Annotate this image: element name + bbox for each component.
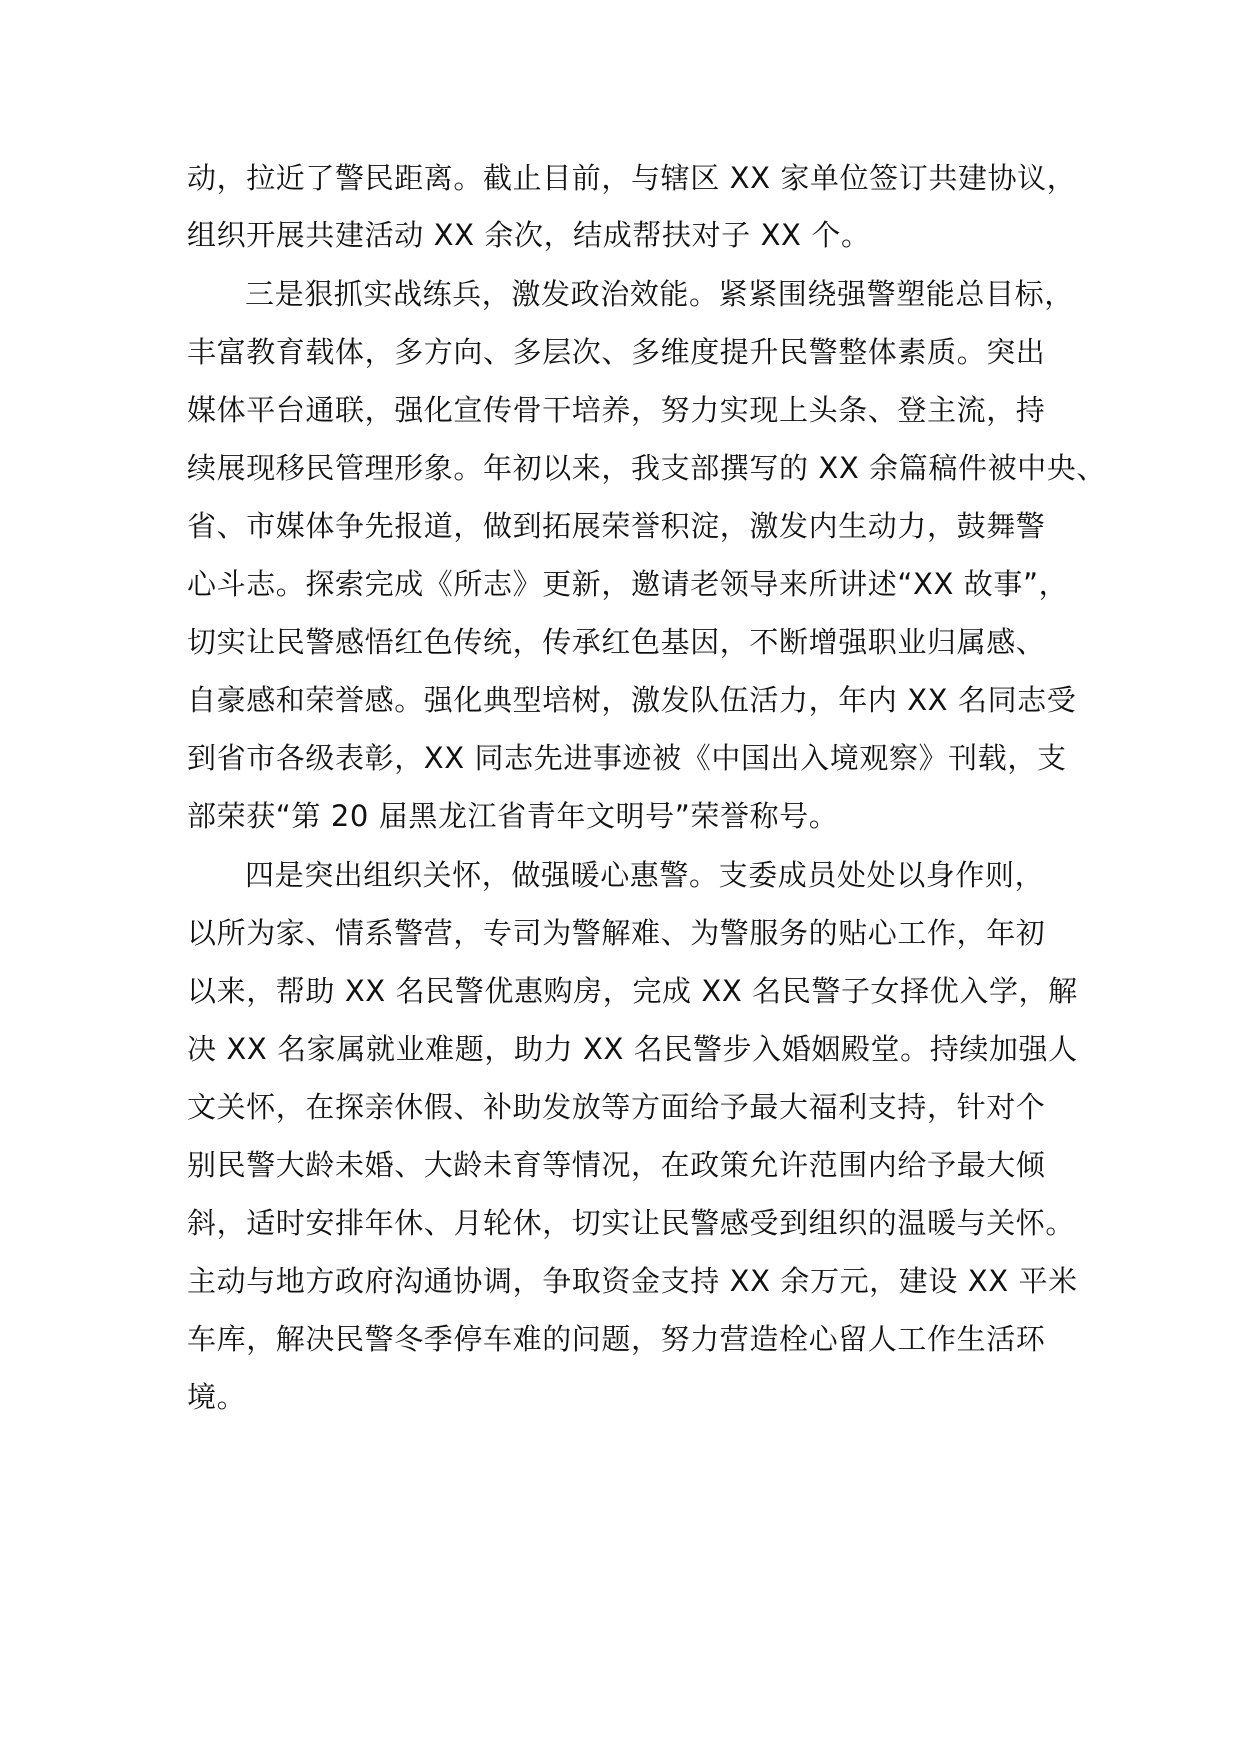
text-line: 斜，适时安排年休、月轮休，切实让民警感受到组织的温暖与关怀。 [187, 1206, 1076, 1240]
text-line: 自豪感和荣誉感。强化典型培树，激发队伍活力，年内 XX 名同志受 [187, 683, 1077, 717]
text-line: 以来，帮助 XX 名民警优惠购房，完成 XX 名民警子女择优入学，解 [187, 974, 1078, 1008]
text-line: 切实让民警感悟红色传统，传承红色基因，不断增强职业归属感、 [187, 625, 1046, 659]
text-line: 丰富教育载体，多方向、多层次、多维度提升民警整体素质。突出 [187, 335, 1046, 369]
text-line: 心斗志。探索完成《所志》更新，邀请老领导来所讲述“XX 故事”， [187, 567, 1069, 601]
text-line: 动，拉近了警民距离。截止目前，与辖区 XX 家单位签订共建协议， [187, 161, 1077, 195]
paragraph-start-line: 四是突出组织关怀，做强暖心惠警。支委成员处处以身作则， [245, 858, 1045, 892]
text-line: 续展现移民管理形象。年初以来，我支部撰写的 XX 余篇稿件被中央、 [187, 451, 1106, 485]
text-line: 部荣获“第 20 届黑龙江省青年文明号”荣誉称号。 [187, 799, 839, 833]
text-line: 到省市各级表彰，XX 同志先进事迹被《中国出入境观察》刊载，支 [187, 741, 1067, 775]
text-line: 车库，解决民警冬季停车难的问题，努力营造栓心留人工作生活环 [187, 1322, 1046, 1356]
text-line: 主动与地方政府沟通协调，争取资金支持 XX 余万元，建设 XX 平米 [187, 1264, 1078, 1298]
text-line: 媒体平台通联，强化宣传骨干培养，努力实现上头条、登主流，持 [187, 393, 1046, 427]
text-line: 省、市媒体争先报道，做到拓展荣誉积淀，激发内生动力，鼓舞警 [187, 509, 1046, 543]
text-line: 以所为家、情系警营，专司为警解难、为警服务的贴心工作，年初 [187, 916, 1046, 950]
paragraph-start-line: 三是狠抓实战练兵，激发政治效能。紧紧围绕强警塑能总目标， [245, 277, 1074, 311]
text-line: 组织开展共建活动 XX 余次，结成帮扶对子 XX 个。 [187, 218, 871, 252]
text-line: 别民警大龄未婚、大龄未育等情况，在政策允许范围内给予最大倾 [187, 1148, 1046, 1182]
text-line: 文关怀，在探亲休假、补助发放等方面给予最大福利支持，针对个 [187, 1090, 1046, 1124]
text-line: 决 XX 名家属就业难题，助力 XX 名民警步入婚姻殿堂。持续加强人 [187, 1032, 1078, 1066]
text-line: 境。 [187, 1380, 247, 1414]
